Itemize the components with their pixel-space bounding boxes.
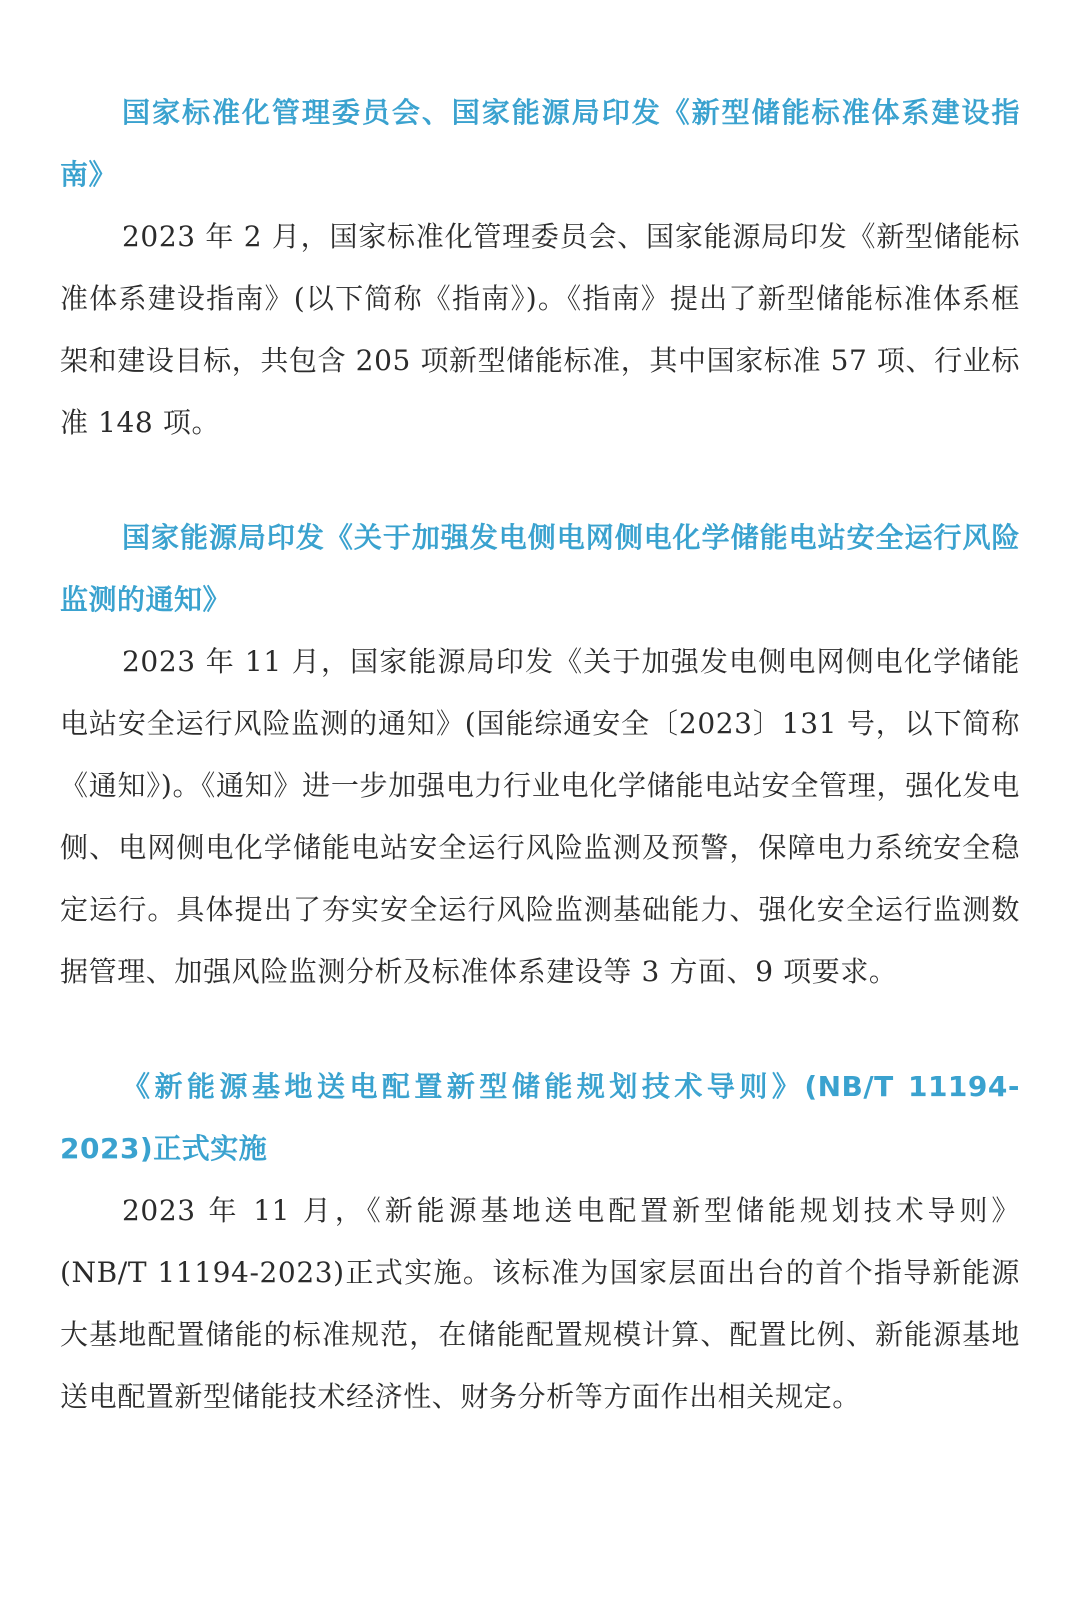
news-section-storage-standards-guide (60, 82, 1020, 454)
section-body: 2023 年 2 月，国家标准化管理委员会、国家能源局印发《新型储能标准体系建设指南》(以下简称《指南》)。《指南》提出了新型储能标准体系框架和建设目标，共包含 205 项新型储能标准，其中国家标准 57 项、行业标准 148 项。 (60, 220, 1020, 439)
section-body: 2023 年 11 月，《新能源基地送电配置新型储能规划技术导则》(NB/T 11194-2023)正式实施。该标准为国家层面出台的首个指导新能源大基地配置储能的标准规范，在储能配置规模计算、配置比例、新能源基地送电配置新型储能技术经济性、财务分析等方面作出相关规定。 (60, 1194, 1020, 1413)
section-heading: 国家标准化管理委员会、国家能源局印发《新型储能标准体系建设指南》 (60, 96, 1020, 191)
news-section-planning-technical-guideline (60, 1056, 1020, 1428)
section-body: 2023 年 11 月，国家能源局印发《关于加强发电侧电网侧电化学储能电站安全运行风险监测的通知》(国能综通安全〔2023〕131 号，以下简称《通知》)。《通知》进一步加强电力行业电化学储能电站安全管理，强化发电侧、电网侧电化学储能电站安全运行风险监测及预警，保障电力系统安全稳定运行。具体提出了夯实安全运行风险监测基础能力、强化安全运行监测数据管理、加强风险监测分析及标准体系建设等 3 方面、9 项要求。 (60, 645, 1020, 988)
section-heading: 《新能源基地送电配置新型储能规划技术导则》(NB/T 11194-2023)正式实施 (60, 1070, 1020, 1165)
section-heading: 国家能源局印发《关于加强发电侧电网侧电化学储能电站安全运行风险监测的通知》 (60, 521, 1020, 616)
news-section-safety-risk-monitoring-notice (60, 507, 1020, 1003)
document-page (60, 82, 1020, 1428)
